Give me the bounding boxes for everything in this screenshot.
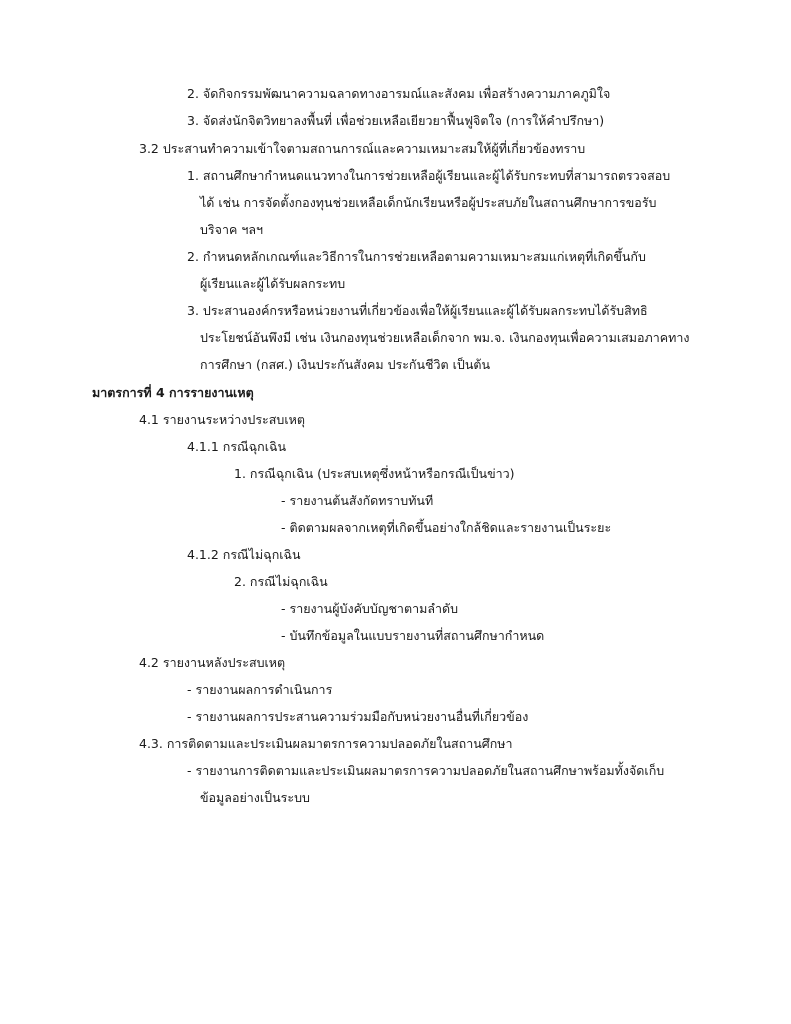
item-3-1-2: 2. จัดกิจกรรมพัฒนาความฉลาดทางอารมณ์และสังคม เพื่อสร้างความภาคภูมิใจ	[187, 86, 611, 101]
item-4-1-1-1: 1. กรณีฉุกเฉิน (ประสบเหตุซึ่งหน้าหรือกรณีเป็นข่าว)	[234, 466, 515, 481]
item-3-2-2-line1: 2. กำหนดหลักเกณฑ์และวิธีการในการช่วยเหลือตามความเหมาะสมแก่เหตุที่เกิดขึ้นกับ	[187, 249, 646, 264]
subsection-4-1-title: 4.1 รายงานระหว่างประสบเหตุ	[139, 412, 305, 427]
bullet-4-1-2-b: - บันทึกข้อมูลในแบบรายงานที่สถานศึกษากำหนด	[281, 628, 545, 643]
subsection-4-3-title: 4.3. การติดตามและประเมินผลมาตรการความปลอดภัยในสถานศึกษา	[139, 736, 513, 751]
subsection-3-2-title: 3.2 ประสานทำความเข้าใจตามสถานการณ์และความเหมาะสมให้ผู้ที่เกี่ยวข้องทราบ	[139, 141, 586, 156]
bullet-4-3-line1: - รายงานการติดตามและประเมินผลมาตรการความปลอดภัยในสถานศึกษาพร้อมทั้งจัดเก็บ	[187, 763, 665, 778]
item-3-2-1-line2: ได้ เช่น การจัดตั้งกองทุนช่วยเหลือเด็กนักเรียนหรือผู้ประสบภัยในสถานศึกษาการขอรับ	[200, 195, 657, 210]
subsection-4-1-2-title: 4.1.2 กรณีไม่ฉุกเฉิน	[187, 547, 301, 562]
bullet-4-1-2-a: - รายงานผู้บังคับบัญชาตามลำดับ	[281, 601, 459, 616]
item-3-2-2-line2: ผู้เรียนและผู้ได้รับผลกระทบ	[200, 276, 346, 291]
bullet-4-2-a: - รายงานผลการดำเนินการ	[187, 682, 333, 697]
subsection-4-2-title: 4.2 รายงานหลังประสบเหตุ	[139, 655, 286, 670]
bullet-4-3-line2: ข้อมูลอย่างเป็นระบบ	[200, 790, 310, 805]
item-3-2-3-line1: 3. ประสานองค์กรหรือหน่วยงานที่เกี่ยวข้องเพื่อให้ผู้เรียนและผู้ได้รับผลกระทบได้รับสิทธิ	[187, 303, 648, 318]
item-3-2-3-line3: การศึกษา (กสศ.) เงินประกันสังคม ประกันชีวิต เป็นต้น	[200, 357, 491, 372]
measure-4-heading: มาตรการที่ 4 การรายงานเหตุ	[92, 385, 254, 400]
item-3-2-3-line2: ประโยชน์อันพึงมี เช่น เงินกองทุนช่วยเหลือเด็กจาก พม.จ. เงินกองทุนเพื่อความเสมอภาคทาง	[200, 330, 690, 345]
item-3-2-1-line3: บริจาค ฯลฯ	[200, 222, 264, 237]
bullet-4-1-1-a: - รายงานต้นสังกัดทราบทันที	[281, 493, 434, 508]
item-3-2-1-line1: 1. สถานศึกษากำหนดแนวทางในการช่วยเหลือผู้เรียนและผู้ได้รับกระทบที่สามารถตรวจสอบ	[187, 168, 671, 183]
subsection-4-1-1-title: 4.1.1 กรณีฉุกเฉิน	[187, 439, 287, 454]
bullet-4-1-1-b: - ติดตามผลจากเหตุที่เกิดขึ้นอย่างใกล้ชิดและรายงานเป็นระยะ	[281, 520, 612, 535]
item-4-1-2-2: 2. กรณีไม่ฉุกเฉิน	[234, 574, 328, 589]
bullet-4-2-b: - รายงานผลการประสานความร่วมมือกับหน่วยงานอื่นที่เกี่ยวข้อง	[187, 709, 529, 724]
item-3-1-3: 3. จัดส่งนักจิตวิทยาลงพื้นที่ เพื่อช่วยเหลือเยียวยาฟื้นฟูจิตใจ (การให้คำปรึกษา)	[187, 113, 605, 128]
